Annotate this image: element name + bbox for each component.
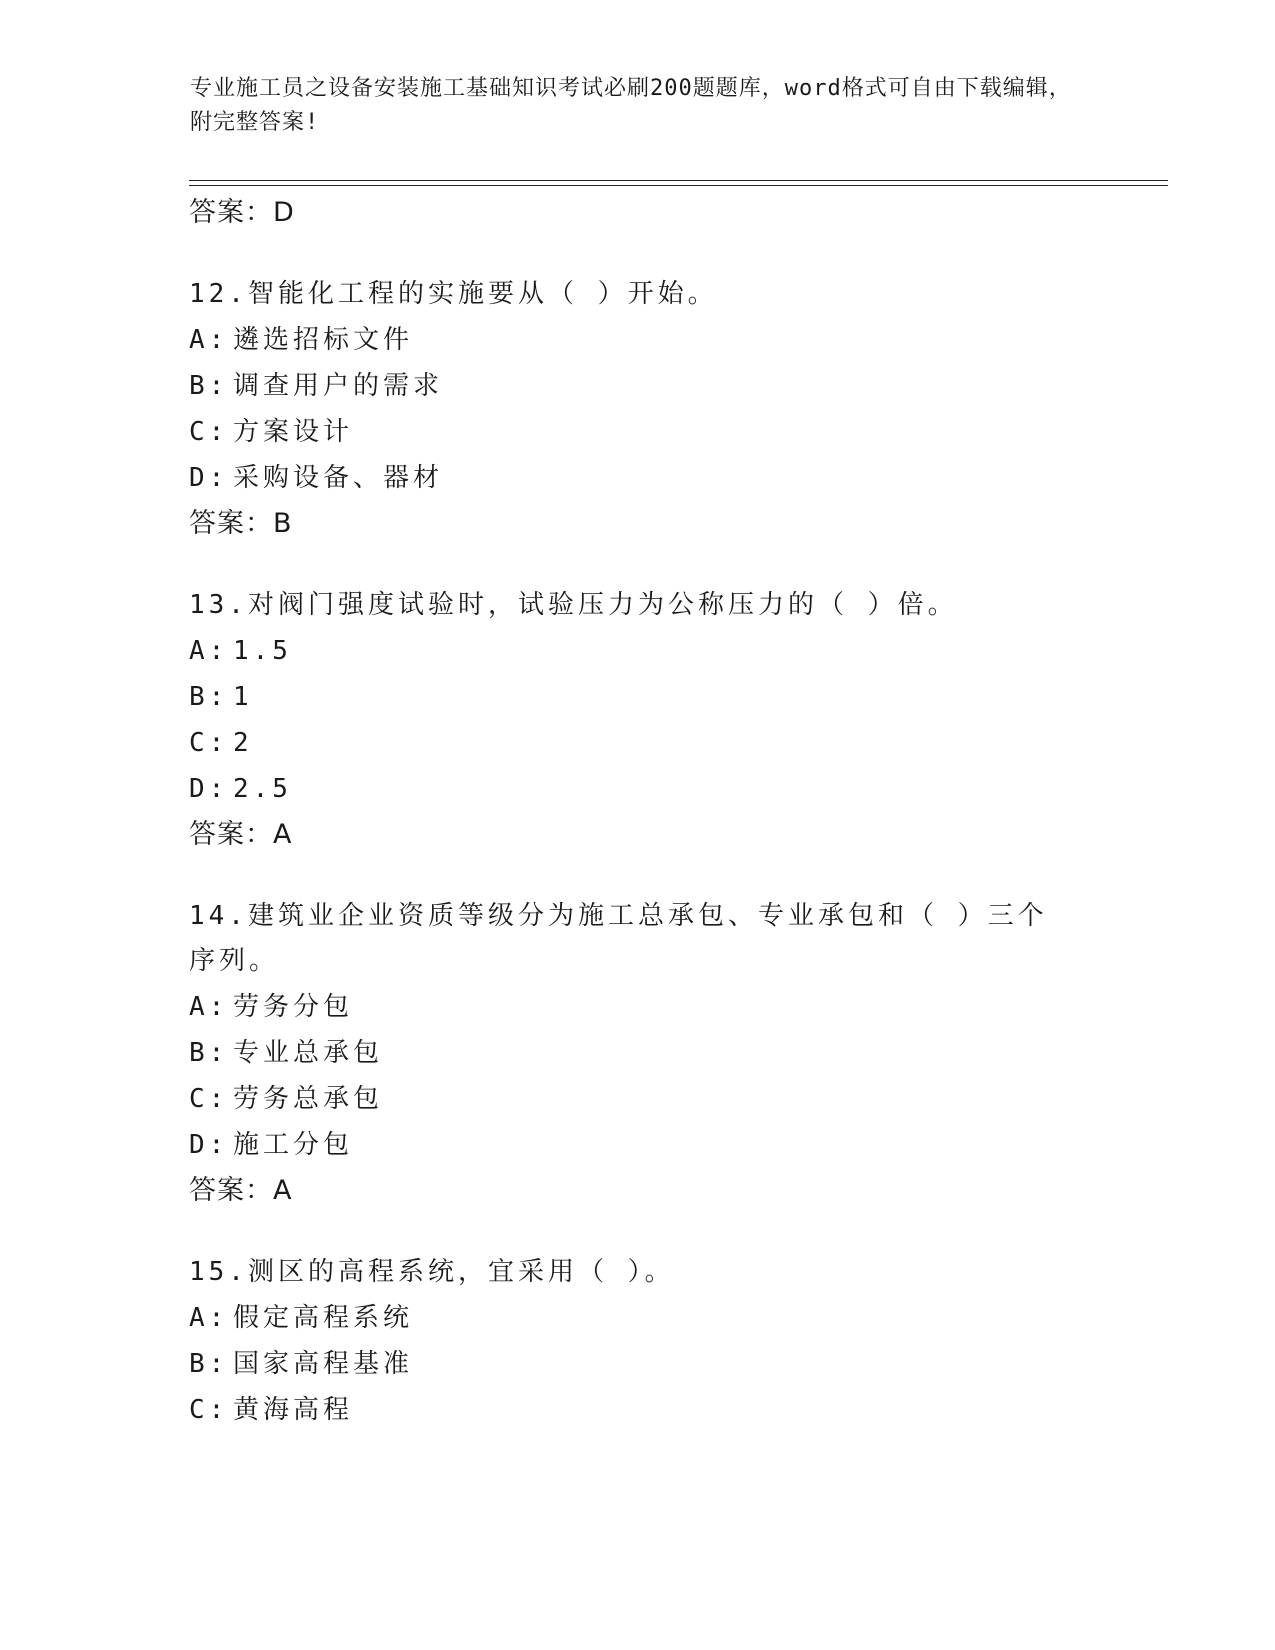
option-text: 2 — [233, 728, 253, 758]
option-letter: B: — [189, 1038, 229, 1068]
option-letter: A: — [189, 1303, 229, 1333]
option-text: 国家高程基准 — [233, 1349, 414, 1379]
option-d — [189, 766, 1149, 812]
option-letter: D: — [189, 774, 229, 804]
option-letter: D: — [189, 463, 229, 493]
option-text: 调查用户的需求 — [233, 371, 444, 401]
option-text: 采购设备、器材 — [233, 463, 444, 493]
option-letter: C: — [189, 728, 229, 758]
option-text: 施工分包 — [233, 1130, 354, 1160]
question-12 — [189, 272, 1149, 546]
option-letter: A: — [189, 636, 229, 666]
document-header: 专业施工员之设备安装施工基础知识考试必刷200题题库，word格式可自由下载编辑，附完整答案! — [190, 76, 1072, 135]
option-text: 1 — [233, 682, 253, 712]
answer: 答案：A — [189, 1175, 293, 1206]
option-text: 专业总承包 — [233, 1038, 384, 1068]
option-d — [189, 455, 1149, 501]
answer: 答案：A — [189, 819, 293, 850]
option-text: 2.5 — [233, 774, 292, 804]
option-text: 假定高程系统 — [233, 1303, 414, 1333]
option-letter: B: — [189, 371, 229, 401]
option-b — [189, 1030, 1149, 1076]
answer: 答案：B — [189, 508, 293, 539]
option-b — [189, 1341, 1149, 1387]
option-letter: B: — [189, 682, 229, 712]
option-c — [189, 1387, 1149, 1433]
question-13 — [189, 583, 1149, 857]
option-text: 劳务分包 — [233, 992, 354, 1022]
question-list — [189, 190, 1149, 1433]
header-divider-bottom — [189, 185, 1168, 186]
option-letter: D: — [189, 1130, 229, 1160]
question-15 — [189, 1250, 1149, 1433]
option-text: 劳务总承包 — [233, 1084, 384, 1114]
option-b — [189, 363, 1149, 409]
option-text: 1.5 — [233, 636, 292, 666]
option-letter: A: — [189, 992, 229, 1022]
question-stem: 15.测区的高程系统，宜采用（ ）。 — [189, 1257, 675, 1287]
previous-answer: 答案：D — [189, 197, 295, 228]
option-a — [189, 1295, 1149, 1341]
option-a — [189, 984, 1149, 1030]
option-letter: C: — [189, 1395, 229, 1425]
option-a — [189, 628, 1149, 674]
question-stem: 13.对阀门强度试验时，试验压力为公称压力的（ ）倍。 — [189, 590, 958, 620]
option-b — [189, 674, 1149, 720]
header-divider-top — [189, 180, 1168, 181]
question-stem: 14.建筑业企业资质等级分为施工总承包、专业承包和（ ）三个序列。 — [189, 901, 1048, 976]
option-c — [189, 720, 1149, 766]
option-text: 方案设计 — [233, 417, 354, 447]
option-a — [189, 317, 1149, 363]
option-text: 黄海高程 — [233, 1395, 354, 1425]
option-text: 遴选招标文件 — [233, 325, 414, 355]
question-stem: 12.智能化工程的实施要从（ ）开始。 — [189, 279, 718, 309]
option-letter: A: — [189, 325, 229, 355]
question-14 — [189, 894, 1149, 1213]
option-c — [189, 409, 1149, 455]
option-letter: C: — [189, 417, 229, 447]
option-d — [189, 1122, 1149, 1168]
option-letter: B: — [189, 1349, 229, 1379]
option-c — [189, 1076, 1149, 1122]
option-letter: C: — [189, 1084, 229, 1114]
